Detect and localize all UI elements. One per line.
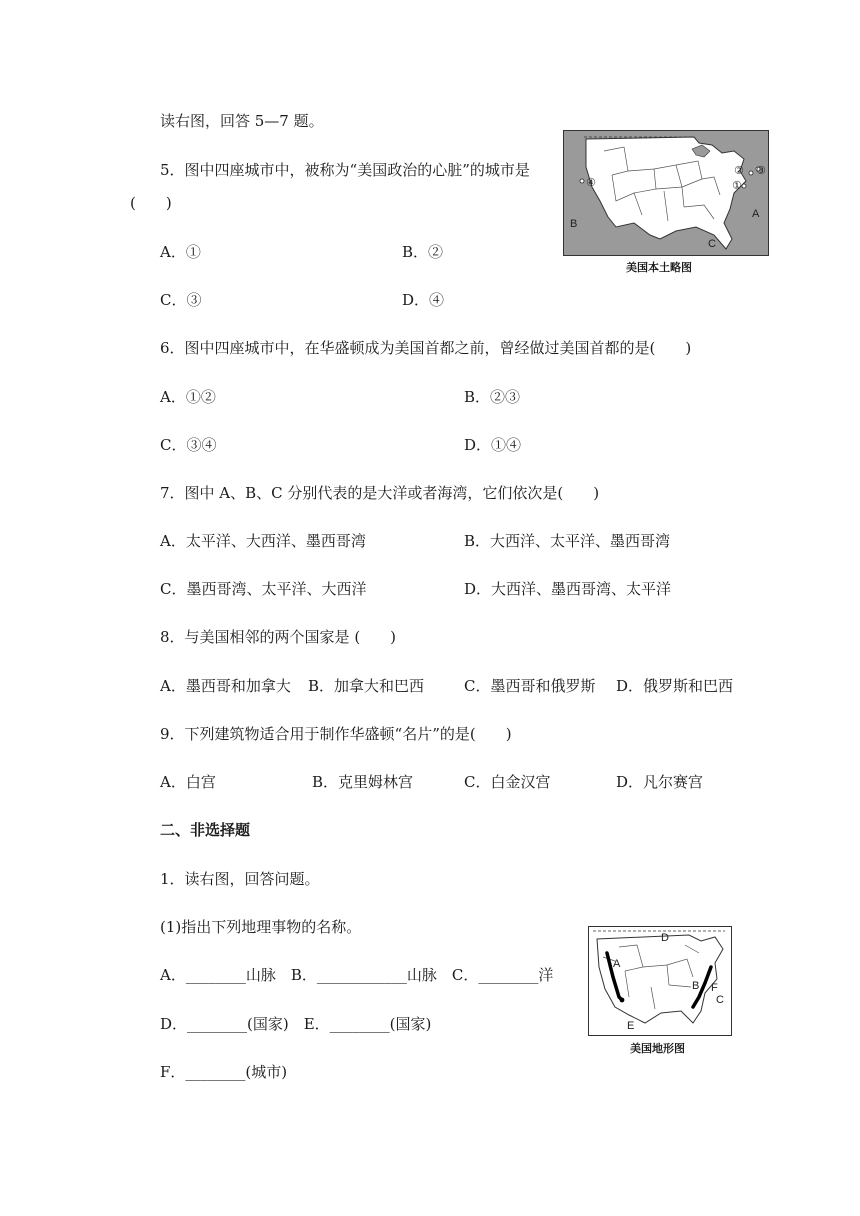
question-5-option-a: A．① [160,243,201,261]
map1-label-c: C [708,238,716,250]
map2-label-d: D [661,932,669,944]
question-5-option-b: B．② [402,243,444,261]
map1-label-a: A [752,208,760,220]
intro-text: 读右图，回答 5—7 题。 [160,112,324,130]
question-9-option-b: B．克里姆林宫 [312,773,414,791]
question-8-option-d: D．俄罗斯和巴西 [616,677,734,695]
question-9-option-c: C．白金汉宫 [464,773,551,791]
us-outline-map [563,130,769,256]
question-8-option-b: B．加拿大和巴西 [308,677,425,695]
section-2-sub-1: (1)指出下列地理事物的名称。 [160,918,362,936]
map2-label-f: F [711,982,718,994]
question-9-option-a: A．白宫 [160,773,216,791]
question-6-option-b: B．②③ [464,388,521,406]
question-7-option-a: A．太平洋、大西洋、墨西哥湾 [160,532,366,550]
map1-label-b: B [570,218,578,230]
question-9-stem: 9．下列建筑物适合用于制作华盛顿“名片”的是( ) [160,725,512,743]
question-8-option-c: C．墨西哥和俄罗斯 [464,677,596,695]
question-6-stem: 6．图中四座城市中，在华盛顿成为美国首都之前，曾经做过美国首都的是( ) [160,339,692,357]
section-2-title: 二、非选择题 [160,821,251,839]
map1-caption: 美国本土略图 [626,261,692,274]
question-5-stem: 5．图中四座城市中，被称为“美国政治的心脏”的城市是 [160,161,530,179]
fill-line-1: A．________山脉 B．____________山脉 C．________洋 [160,966,554,984]
map1-city-4: ④ [586,177,596,189]
map2-label-c: C [716,994,724,1006]
map2-label-a: A [613,958,621,970]
question-7-option-c: C．墨西哥湾、太平洋、大西洋 [160,580,367,598]
map2-label-e: E [627,1020,635,1032]
question-7-stem: 7．图中 A、B、C 分别代表的是大洋或者海湾，它们依次是( ) [160,484,600,502]
us-terrain-map-svg [589,927,731,1035]
map1-city-3: ③ [756,165,766,177]
question-9-option-d: D．凡尔赛宫 [616,773,704,791]
question-5-paren: ( ) [130,194,172,212]
question-7-option-d: D．大西洋、墨西哥湾、太平洋 [464,580,672,598]
map2-caption: 美国地形图 [630,1042,685,1055]
map1-city-2: ② [734,165,744,177]
question-6-option-d: D．①④ [464,436,522,454]
fill-line-3: F．________(城市) [160,1063,288,1081]
map1-city-1: ① [732,180,742,192]
question-6-option-a: A．①② [160,388,216,406]
question-5-option-c: C．③ [160,291,202,309]
map2-label-b: B [692,980,700,992]
us-terrain-map [588,926,732,1036]
fill-line-2: D．________(国家) E．________(国家) [160,1015,432,1033]
section-2-question-1: 1．读右图，回答问题。 [160,870,320,888]
us-outline-map-svg [564,131,768,255]
question-7-option-b: B．大西洋、太平洋、墨西哥湾 [464,532,671,550]
question-8-option-a: A．墨西哥和加拿大 [160,677,291,695]
question-6-option-c: C．③④ [160,436,217,454]
question-5-option-d: D．④ [402,291,445,309]
question-8-stem: 8．与美国相邻的两个国家是 ( ) [160,628,397,646]
